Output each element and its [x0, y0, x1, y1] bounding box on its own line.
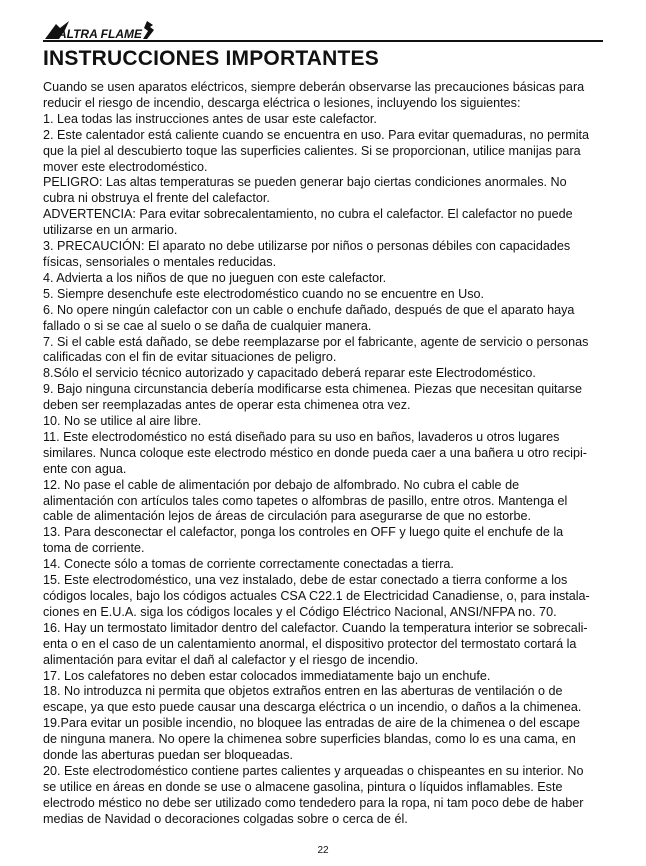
flame-logo-mark	[43, 20, 163, 42]
text-line: ente con agua.	[43, 461, 127, 476]
text-line: 6. No opere ningún calefactor con un cable o enchufe dañado, después de que el aparato haya	[43, 302, 575, 317]
text-line: mover este electrodoméstico.	[43, 159, 208, 174]
text-line: electrodo méstico no debe ser utilizado como tendedero para la ropa, ni tam poco debe de haber	[43, 795, 584, 810]
header-rule	[43, 40, 603, 42]
text-line: ciones en E.U.A. siga los códigos locales y el Código Eléctrico Nacional, ANSI/NFPA no. 70.	[43, 604, 557, 619]
text-line: similares. Nunca coloque este electrodo méstico en donde pueda caer a una bañera u otro recipi-	[43, 445, 587, 460]
text-line: de ninguna manera. No opere la chimenea sobre superficies blandas, como lo es una cama, en	[43, 732, 576, 747]
logo-text: ALTRA FLAME	[58, 27, 142, 41]
text-line: medias de Navidad o decoraciones colgadas sobre o cerca de él.	[43, 811, 408, 826]
text-line: se utilice en áreas en donde se use o almacene gasolina, pintura o líquidos inflamables. Este	[43, 779, 563, 794]
text-line: ADVERTENCIA: Para evitar sobrecalentamiento, no cubra el calefactor. El calefactor no puede	[43, 207, 573, 222]
text-line: escape, ya que esto puede causar una descarga eléctrica o un incendio, o daños a la chimenea.	[43, 700, 582, 715]
text-line: alimentación para evitar el dañ al calefactor y el riesgo de incendio.	[43, 652, 419, 667]
text-line: 1. Lea todas las instrucciones antes de usar este calefactor.	[43, 111, 377, 126]
text-line: 14. Conecte sólo a tomas de corriente correctamente conectadas a tierra.	[43, 557, 454, 572]
text-line: cubra ni obstruya el frente del calefactor.	[43, 191, 270, 206]
text-line: 4. Advierta a los niños de que no jueguen con este calefactor.	[43, 270, 387, 285]
text-line: 17. Los calefatores no deben estar colocados immediatamente bajo un enchufe.	[43, 668, 491, 683]
text-line: 9. Bajo ninguna circunstancia debería modificarse esta chimenea. Piezas que necesitan quitarse	[43, 382, 583, 397]
text-line: 20. Este electrodoméstico contiene partes calientes y arqueadas o chispeantes en su interior. No	[43, 763, 584, 778]
text-line: calificadas con el fin de evitar situaciones de peligro.	[43, 350, 337, 365]
altraflame-logo	[43, 20, 163, 42]
text-line: 15. Este electrodoméstico, una vez instalado, debe de estar conectado a tierra conforme a los	[43, 573, 568, 588]
text-line: códigos locales, bajo los códigos actuales CSA C22.1 de Electricidad Canadiense, o, para instala-	[43, 589, 590, 603]
text-line: 5. Siempre desenchufe este electrodoméstico cuando no se encuentre en Uso.	[43, 286, 485, 301]
text-line: 19.Para evitar un posible incendio, no bloquee las entradas de aire de la chimenea o del escape	[43, 716, 580, 731]
text-line: 10. No se utilice al aire libre.	[43, 414, 202, 429]
page-title: INSTRUCCIONES IMPORTANTES	[43, 47, 379, 70]
text-line: fallado o si se cae al suelo o se daña de cualquier manera.	[43, 318, 372, 333]
text-line: 12. No pase el cable de alimentación por debajo de alfombrado. No cubra el cable de	[43, 477, 520, 492]
text-line: deben ser reemplazadas antes de operar esta chimenea otra vez.	[43, 398, 411, 413]
text-line: 8.Sólo el servicio técnico autorizado y capacitado deberá reparar este Electrodoméstico.	[43, 366, 536, 381]
text-line: que la piel al descubierto toque las superficies calientes. Si se proporcionan, utilice manijas para	[43, 143, 581, 158]
text-line: 2. Este calentador está caliente cuando se encuentra en uso. Para evitar quemaduras, no permita	[43, 127, 590, 142]
text-line: toma de corriente.	[43, 541, 145, 556]
text-line: 7. Si el cable está dañado, se debe reemplazarse por el fabricante, agente de servicio o personas	[43, 334, 589, 349]
instructions-body	[43, 80, 603, 828]
text-line: 11. Este electrodoméstico no está diseñado para su uso en baños, lavaderos u otros lugares	[43, 429, 560, 444]
text-line: utilizarse en un armario.	[43, 223, 178, 238]
text-line: alimentación con artículos tales como tapetes o alfombras de pasillo, entre otros. Mantenga el	[43, 493, 568, 508]
text-line: 13. Para desconectar el calefactor, ponga los controles en OFF y luego quite el enchufe de la	[43, 525, 564, 540]
text-line: 3. PRECAUCIÓN: El aparato no debe utilizarse por niños o personas débiles con capacidades	[43, 239, 571, 254]
text-line: reducir el riesgo de incendio, descarga eléctrica o lesiones, incluyendo los siguientes:	[43, 95, 521, 110]
text-line: 16. Hay un termostato limitador dentro del calefactor. Cuando la temperatura interior se sobrecali-	[43, 620, 588, 635]
text-line: enta o en el caso de un calentamiento anormal, el dispositivo protector del termostato cortará la	[43, 636, 577, 651]
text-line: físicas, sensoriales o mentales reducidas.	[43, 254, 277, 269]
text-line: PELIGRO: Las altas temperaturas se pueden generar bajo ciertas condiciones anormales. No	[43, 175, 567, 190]
page-number: 22	[317, 845, 329, 856]
text-line: 18. No introduzca ni permita que objetos extraños entren en las aberturas de ventilación o de	[43, 684, 563, 699]
text-line: cable de alimentación lejos de áreas de circulación para asegurarse de que no estorbe.	[43, 509, 531, 524]
text-line: Cuando se usen aparatos eléctricos, siempre deberán observarse las precauciones básicas para	[43, 80, 585, 94]
text-line: donde las aberturas puedan ser bloqueadas.	[43, 748, 293, 763]
